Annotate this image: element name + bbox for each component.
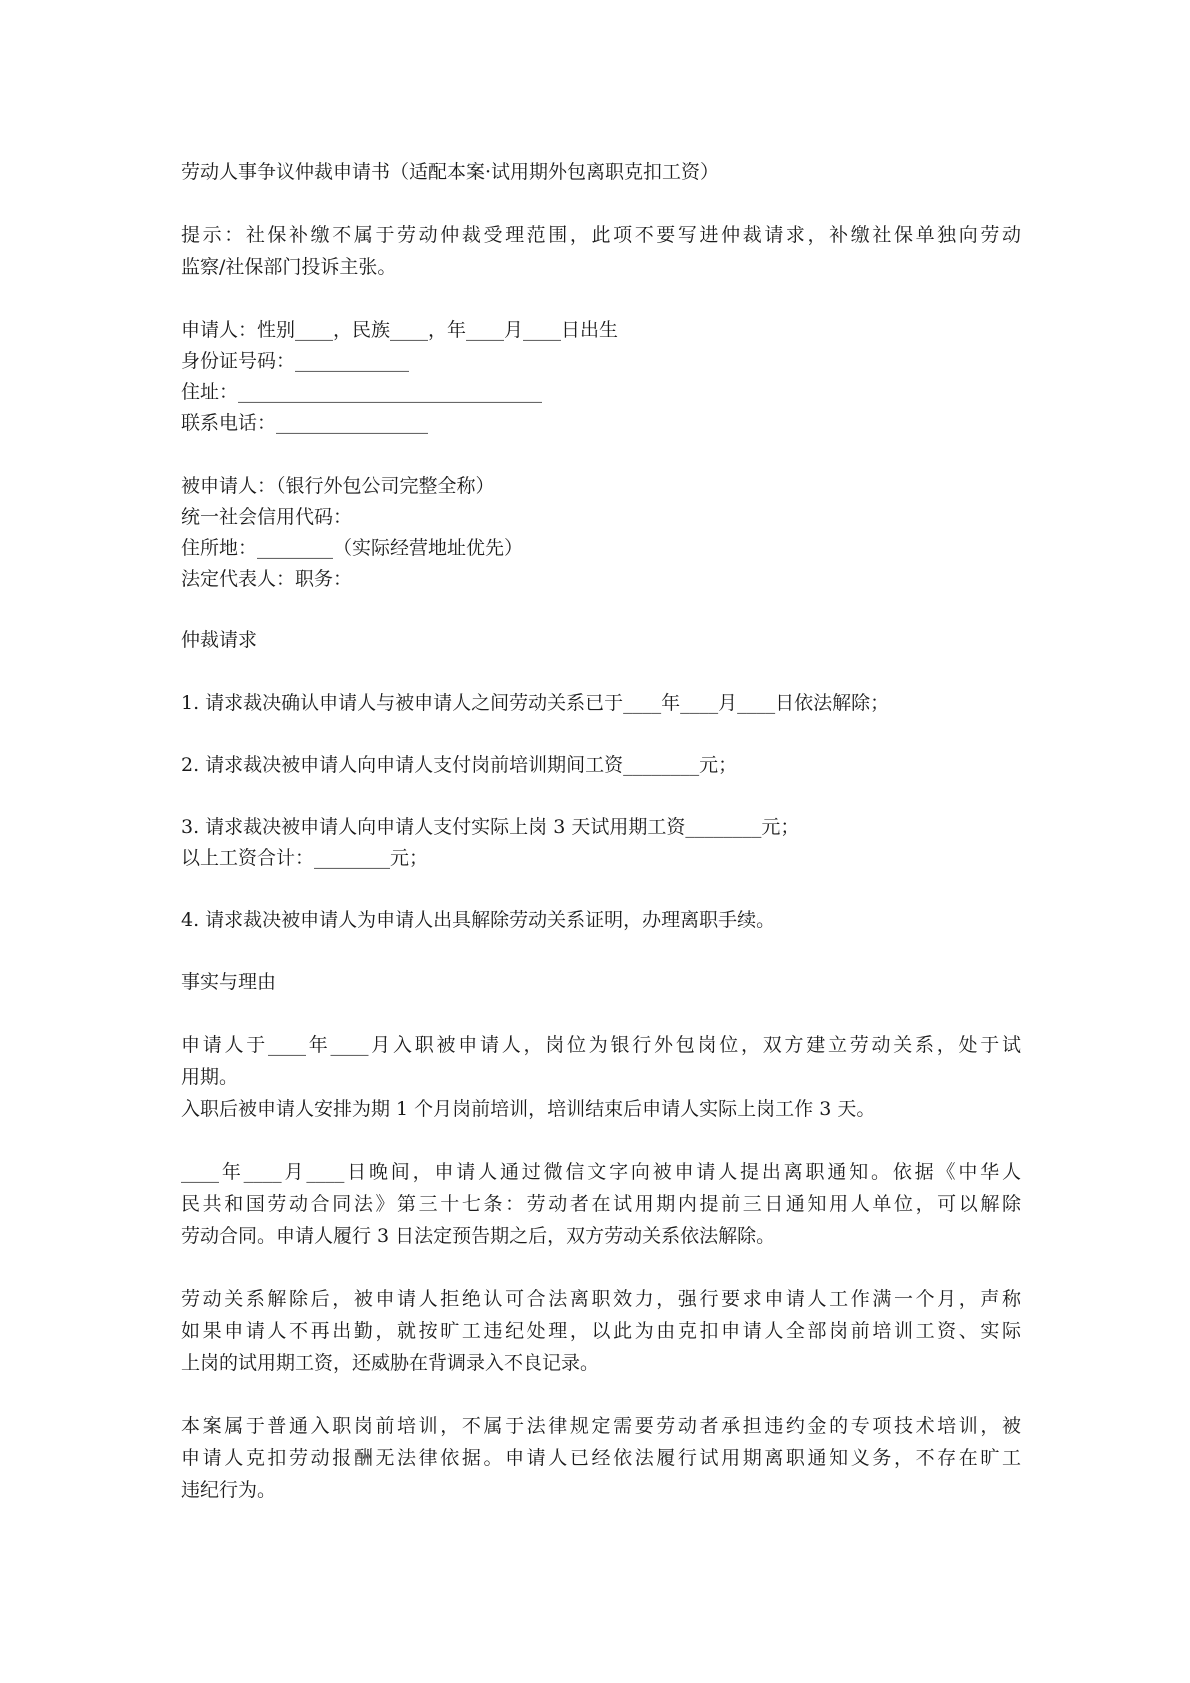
notice-paragraph: [181, 219, 1021, 283]
applicant-gender-ethnicity-birth: 申请人：性别____，民族____，年____月____日出生: [181, 319, 619, 341]
claims-wage-total: 以上工资合计：________元；: [181, 847, 429, 869]
notice-line: 监察/社保部门投诉主张。: [181, 256, 397, 278]
claim-item-4: 4. 请求裁决被申请人为申请人出具解除劳动关系证明，办理离职手续。: [181, 909, 776, 931]
applicant-section: [181, 315, 1021, 439]
document-title: [181, 157, 1021, 188]
facts-paragraph-1: 申请人于____年____月入职被申请人，岗位为银行外包岗位，双方建立劳动关系，处于试 用期。 入职后被申请人安排为期 1 个月岗前培训，培训结束后申请人实际上岗工作 3 天。: [181, 1034, 1021, 1120]
respondent-section: [181, 471, 1021, 595]
facts-paragraph-4: 本案属于普通入职岗前培训，不属于法律规定需要劳动者承担违约金的专项技术培训，被 申请人克扣劳动报酬无法律依据。申请人已经依法履行试用期离职通知义务，不存在旷工 违纪行为。: [181, 1415, 1021, 1501]
applicant-phone: 联系电话：________________: [181, 412, 429, 434]
claims-heading: 仲裁请求: [181, 629, 258, 651]
claim-item-2: 2. 请求裁决被申请人向申请人支付岗前培训期间工资________元；: [181, 754, 738, 776]
applicant-id-number: 身份证号码：____________: [181, 350, 410, 372]
respondent-name: 被申请人：（银行外包公司完整全称）: [181, 475, 495, 497]
facts-heading: 事实与理由: [181, 971, 277, 993]
notice-line: 提示：社保补缴不属于劳动仲裁受理范围，此项不要写进仲裁请求，补缴社保单独向劳动: [181, 224, 1021, 246]
applicant-address: 住址：________________________________: [181, 381, 543, 403]
facts-paragraph-2: ____年____月____日晚间，申请人通过微信文字向被申请人提出离职通知。依据《中华人 民共和国劳动合同法》第三十七条：劳动者在试用期内提前三日通知用人单位，可以解除 劳动合同。申请人履行 3 日法定预告期之后，双方劳动关系依法解除。: [181, 1161, 1021, 1247]
respondent-credit-code: 统一社会信用代码：: [181, 506, 353, 528]
respondent-legal-representative: 法定代表人：职务：: [181, 568, 353, 590]
respondent-domicile: 住所地：________（实际经营地址优先）: [181, 537, 524, 559]
title-line: 劳动人事争议仲裁申请书（适配本案·试用期外包离职克扣工资）: [181, 161, 720, 183]
claim-item-1: 1. 请求裁决确认申请人与被申请人之间劳动关系已于____年____月____日依法解除；: [181, 692, 890, 714]
claim-item-3: 3. 请求裁决被申请人向申请人支付实际上岗 3 天试用期工资________元； 以上工资合计：________元；: [181, 812, 1021, 874]
facts-paragraph-3: 劳动关系解除后，被申请人拒绝认可合法离职效力，强行要求申请人工作满一个月，声称 如果申请人不再出勤，就按旷工违纪处理，以此为由克扣申请人全部岗前培训工资、实际 上岗的试用期工资，还威胁在背调录入不良记录。: [181, 1288, 1021, 1374]
